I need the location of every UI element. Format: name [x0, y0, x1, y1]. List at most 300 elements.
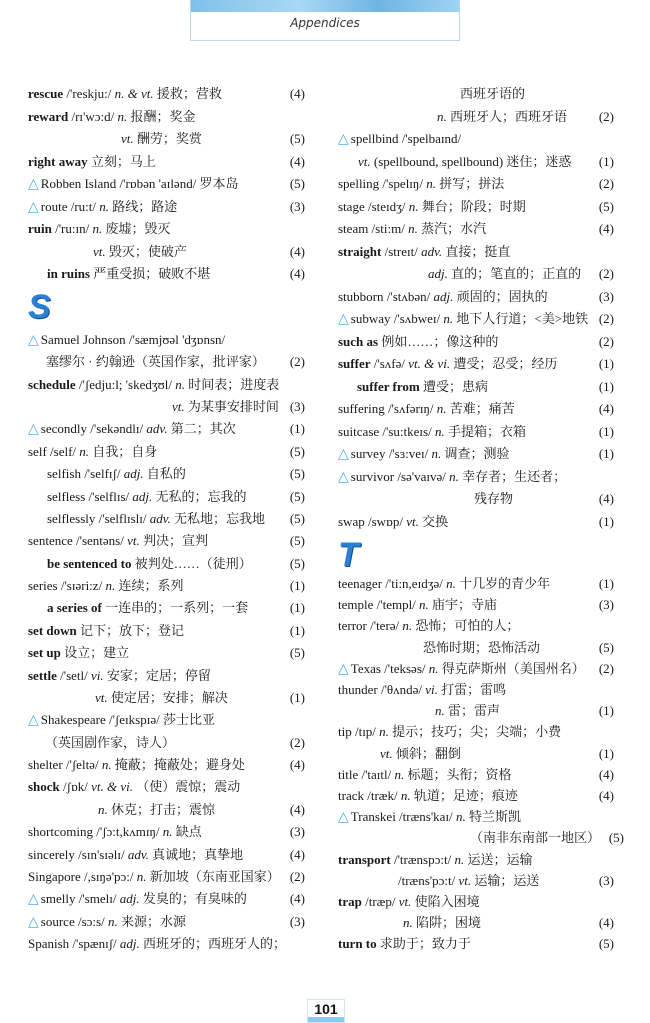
headword: ruin	[28, 221, 52, 236]
entry-text	[338, 353, 590, 375]
entry-text	[338, 637, 590, 659]
glossary-line	[338, 573, 614, 595]
entry-text	[338, 849, 590, 871]
unit-number	[281, 665, 305, 687]
entry-segment: （使）震惊；震动	[133, 779, 241, 795]
section-letter-s: S	[28, 288, 51, 326]
glossary-column-right	[338, 0, 625, 1000]
unit-number: (3)	[598, 872, 614, 888]
entry-segment: 立刻；马上	[87, 153, 156, 169]
triangle-marker-icon: △	[28, 914, 39, 930]
entry-segment: sincerely /sɪn'sɪəlɪ/	[28, 846, 128, 862]
glossary-line	[338, 658, 614, 680]
entry-segment: 无私地；忘我地	[170, 510, 266, 526]
glossary-line	[28, 463, 305, 485]
glossary-line	[28, 351, 305, 373]
entry-segment: Singapore /,sɪŋə'pɔ:/	[28, 868, 137, 884]
entry-text	[28, 508, 281, 530]
entry-text	[28, 642, 281, 664]
triangle-marker-icon: △	[28, 422, 39, 438]
entry-segment: 新加坡（东南亚国家）	[146, 868, 280, 884]
entry-segment: 援救；营救	[153, 86, 222, 101]
glossary-line	[338, 615, 614, 637]
unit-number: (1)	[598, 153, 614, 169]
glossary-line	[338, 511, 614, 533]
part-of-speech: n.	[435, 703, 445, 719]
entry-segment: 西班牙的；西班牙人的；	[139, 935, 287, 951]
entry-segment: 西班牙语的	[460, 86, 526, 101]
unit-number	[590, 128, 614, 150]
unit-number: (2)	[598, 333, 614, 349]
entry-text	[338, 376, 590, 398]
glossary-column-left	[28, 0, 305, 1000]
part-of-speech: adj.	[428, 266, 448, 281]
entry-text	[338, 594, 590, 616]
part-of-speech: adv.	[127, 846, 149, 862]
entry-text	[28, 799, 281, 821]
unit-number: (3)	[289, 824, 305, 840]
page-number: 101	[314, 1001, 338, 1017]
unit-number	[590, 241, 614, 263]
unit-number: (3)	[289, 913, 305, 929]
unit-number: (4)	[289, 153, 305, 169]
glossary-line	[28, 486, 305, 508]
unit-number: (2)	[289, 734, 305, 750]
headword: reward	[28, 108, 69, 124]
entry-text	[338, 679, 590, 701]
headword: settle	[28, 667, 57, 683]
unit-number	[281, 776, 305, 798]
entry-segment: 西班牙人；西班牙语	[446, 108, 568, 124]
unit-number	[590, 83, 614, 105]
entry-segment: （英国剧作家，诗人）	[45, 734, 176, 750]
unit-number	[281, 329, 305, 351]
unit-number: (1)	[598, 446, 614, 461]
unit-number: (5)	[289, 443, 305, 459]
entry-text	[338, 421, 590, 443]
unit-number: (2)	[289, 868, 305, 884]
entry-text	[28, 374, 281, 396]
entry-text	[338, 573, 590, 595]
part-of-speech: adv.	[421, 243, 443, 259]
entry-segment: 被判处……（徒刑）	[131, 555, 252, 571]
entry-segment: track /træk/	[338, 788, 401, 803]
entry-segment: 毁灭；使破产	[105, 243, 187, 259]
entry-segment: 报酬；奖金	[127, 108, 196, 124]
entry-text	[338, 83, 590, 105]
entry-segment: Shakespeare /'ʃeɪkspɪə/ 莎士比亚	[40, 712, 215, 728]
part-of-speech: n.	[105, 578, 116, 594]
glossary-line	[28, 665, 305, 687]
entry-segment: 自我；自身	[89, 443, 158, 459]
headword: suffer	[338, 356, 371, 371]
glossary-line	[338, 466, 614, 488]
part-of-speech: n.	[436, 401, 447, 416]
headword: such as	[338, 333, 379, 349]
unit-number: (4)	[289, 243, 305, 259]
entry-segment: 第二；其次	[167, 421, 236, 437]
entry-segment: stubborn /'stʌbən/	[338, 288, 434, 304]
entry-segment: tip /tɪp/	[338, 724, 380, 740]
glossary-line	[338, 637, 614, 659]
glossary-line	[338, 196, 614, 218]
part-of-speech: n.	[175, 376, 185, 392]
entry-text	[338, 196, 590, 218]
entry-segment: Robben Island /'rɒbən 'aɪlənd/ 罗本岛	[40, 176, 239, 191]
unit-number: (5)	[608, 830, 625, 846]
part-of-speech: n.	[446, 576, 456, 591]
entry-text	[28, 128, 281, 150]
part-of-speech: n.	[98, 801, 108, 817]
part-of-speech: n.	[426, 176, 436, 191]
entry-segment: Samuel Johnson /'sæmjʊəl 'dʒɒnsn/	[40, 332, 226, 347]
entry-segment: 恐怖时期；恐怖活动	[423, 639, 541, 655]
glossary-line	[338, 398, 614, 420]
entry-segment: 时间表；进度表	[184, 376, 280, 392]
unit-number	[286, 933, 310, 955]
triangle-marker-icon: △	[338, 810, 349, 826]
entry-segment: Texas /'teksəs/	[350, 660, 429, 676]
part-of-speech: adj.	[123, 466, 144, 482]
entry-segment: 废墟；毁灭	[102, 221, 171, 236]
entry-segment: Transkei /træns'kaɪ/	[350, 809, 456, 825]
entry-segment: 幸存者；生还者；	[458, 468, 567, 484]
unit-number	[590, 849, 614, 871]
entry-segment: teenager /'ti:n,eɪdʒə/	[338, 576, 447, 591]
glossary-line	[28, 933, 305, 955]
glossary-line	[28, 597, 305, 619]
entry-segment: steam /sti:m/	[338, 221, 409, 236]
glossary-line	[338, 376, 614, 398]
glossary-line	[338, 891, 614, 913]
entry-text	[338, 286, 590, 308]
entry-text	[28, 575, 281, 597]
entry-segment: 轨道；足迹；痕迹	[410, 788, 518, 803]
unit-number	[590, 806, 614, 828]
entry-segment: spellbind /'spelbaɪnd/	[350, 131, 462, 146]
entry-segment: /'sʌfə/	[370, 356, 409, 371]
unit-number	[281, 709, 305, 731]
part-of-speech: vi.	[91, 667, 104, 683]
unit-number: (4)	[598, 766, 614, 782]
entry-text	[338, 308, 590, 330]
entry-text	[28, 463, 281, 485]
entry-text	[28, 530, 281, 552]
headword: set down	[28, 622, 77, 638]
glossary-line	[338, 743, 614, 765]
headword: shock	[28, 779, 60, 795]
entry-segment: 直接；挺直	[442, 243, 511, 259]
unit-number: (1)	[598, 576, 614, 591]
unit-number: (5)	[289, 510, 305, 526]
entry-text	[338, 721, 590, 743]
part-of-speech: vt.	[93, 243, 106, 259]
entry-segment: 缺点	[172, 824, 202, 840]
unit-number: (1)	[598, 745, 614, 761]
glossary-line	[338, 128, 614, 150]
headword: right away	[28, 153, 88, 169]
entry-segment: 顽固的；固执的	[453, 288, 548, 304]
entry-segment: 地下人行道；<美>地铁	[453, 311, 589, 326]
entry-text	[338, 785, 590, 807]
entry-segment: 真诚地；真挚地	[148, 846, 244, 862]
entry-segment: stage /steɪdʒ/	[338, 198, 409, 214]
unit-number: (4)	[289, 801, 305, 817]
headword: transport	[338, 851, 391, 867]
entry-segment: 记下；放下；登记	[76, 622, 185, 638]
entry-segment: 提示；技巧；尖；尖端；小费	[388, 724, 562, 740]
unit-number: (1)	[289, 689, 305, 705]
entry-segment: 庙宇；寺庙	[428, 597, 498, 613]
glossary-line	[338, 83, 614, 105]
entry-text	[338, 398, 590, 420]
entry-segment: 打雷；雷鸣	[437, 682, 507, 697]
entry-segment: /rɪ'wɔ:d/	[68, 108, 118, 124]
entry-text	[28, 732, 281, 754]
unit-number	[590, 721, 614, 743]
glossary-line	[338, 286, 614, 308]
glossary-line	[28, 575, 305, 597]
glossary-line	[338, 785, 614, 807]
entry-segment: 塞缪尔 · 约翰逊（英国作家，批评家）	[46, 354, 265, 370]
entry-segment: 陷阱；困境	[412, 915, 482, 931]
entry-text	[338, 806, 590, 828]
part-of-speech: n.	[79, 443, 90, 459]
part-of-speech: n.	[162, 824, 173, 840]
triangle-marker-icon: △	[28, 892, 39, 908]
unit-number: (1)	[598, 423, 614, 439]
triangle-marker-icon: △	[338, 312, 349, 327]
entry-segment: 安家；定居；停留	[103, 667, 211, 683]
part-of-speech: n.	[449, 468, 459, 484]
part-of-speech: vt.	[172, 399, 185, 415]
entry-text	[338, 106, 590, 128]
part-of-speech: n.	[428, 660, 439, 676]
part-of-speech: n.	[400, 788, 411, 803]
unit-number: (5)	[598, 639, 614, 655]
entry-segment: /ʃɒk/	[59, 779, 92, 795]
unit-number: (4)	[289, 846, 305, 862]
entry-segment: 掩蔽；掩蔽处；避身处	[111, 757, 245, 773]
entry-text	[28, 620, 281, 642]
entry-segment: secondly /'sekəndlɪ/	[40, 421, 147, 437]
entry-segment: self /self/	[28, 443, 80, 459]
entry-text	[338, 511, 590, 533]
unit-number	[590, 615, 614, 637]
glossary-line	[28, 754, 305, 776]
entry-segment: 遭受；患病	[419, 378, 488, 394]
glossary-line	[28, 709, 305, 731]
entry-segment: sentence /'sentəns/	[28, 533, 128, 549]
entry-segment: 使定居；安排；解决	[107, 689, 228, 705]
entry-text	[28, 106, 281, 128]
entry-text	[28, 196, 281, 218]
unit-number: (4)	[598, 491, 614, 506]
headword: trap	[338, 894, 362, 909]
part-of-speech: n. & vt.	[114, 86, 154, 101]
unit-number: (1)	[289, 578, 305, 594]
glossary-line	[338, 764, 614, 786]
glossary-line	[338, 218, 614, 240]
part-of-speech: n.	[92, 221, 103, 236]
part-of-speech: n.	[408, 221, 418, 236]
part-of-speech: vt.	[127, 533, 140, 549]
entry-text	[338, 488, 590, 510]
glossary-line	[338, 721, 614, 743]
glossary-line	[28, 530, 305, 552]
unit-number: (5)	[289, 131, 305, 146]
glossary-line	[338, 912, 614, 934]
triangle-marker-icon: △	[28, 177, 39, 192]
entry-text	[28, 821, 281, 843]
glossary-line	[338, 827, 625, 849]
glossary-line	[338, 933, 614, 955]
glossary-line	[28, 218, 305, 240]
unit-number: (5)	[598, 198, 614, 214]
entry-segment: shelter /'ʃeltə/	[28, 757, 102, 773]
entry-text	[28, 665, 281, 687]
entry-text	[28, 83, 281, 105]
glossary-line	[338, 308, 614, 330]
entry-text	[28, 486, 281, 508]
glossary-line	[28, 799, 305, 821]
entry-text	[28, 151, 281, 173]
unit-number: (4)	[289, 266, 305, 281]
glossary-line	[338, 241, 614, 263]
entry-text	[338, 658, 590, 680]
entry-segment: survivor /sə'vaɪvə/	[350, 468, 450, 484]
unit-number: (2)	[598, 176, 614, 191]
unit-number: (1)	[598, 356, 614, 371]
unit-number: (3)	[289, 399, 305, 415]
entry-segment: survey /'sɜ:veɪ/	[350, 446, 432, 461]
part-of-speech: vt.	[398, 894, 412, 909]
entry-segment: 十几岁的青少年	[455, 576, 551, 591]
glossary-line	[28, 888, 305, 910]
part-of-speech: vt. & vi.	[408, 356, 451, 371]
part-of-speech: n.	[408, 198, 419, 214]
part-of-speech: vt.	[121, 131, 134, 146]
part-of-speech: n.	[419, 597, 429, 613]
glossary-line	[338, 849, 614, 871]
unit-number: (3)	[598, 288, 614, 304]
entry-segment: selflessly /'selflɪslɪ/	[47, 510, 150, 526]
glossary-line	[28, 441, 305, 463]
entry-text	[28, 263, 281, 285]
entry-text	[338, 331, 590, 353]
entry-segment: /træns'pɔ:t/	[398, 872, 459, 888]
entry-segment: 为某事安排时间	[184, 399, 279, 415]
entry-text	[338, 466, 590, 488]
part-of-speech: n.	[455, 809, 466, 825]
glossary-line	[338, 806, 614, 828]
unit-number: (4)	[598, 788, 614, 803]
part-of-speech: n.	[379, 724, 389, 740]
entry-text	[338, 827, 600, 849]
glossary-line	[28, 263, 305, 285]
glossary-line	[28, 329, 305, 351]
entry-text	[28, 888, 281, 910]
entry-text	[28, 218, 281, 240]
entry-text	[338, 218, 590, 240]
glossary-line	[28, 844, 305, 866]
part-of-speech: n.	[402, 618, 413, 634]
entry-segment: Spanish /'spænɪʃ/	[28, 935, 120, 951]
part-of-speech: n.	[437, 108, 447, 124]
entry-text	[338, 615, 590, 637]
part-of-speech: n.	[117, 108, 128, 124]
entry-text	[28, 241, 281, 263]
entry-segment: 苦难；痛苦	[446, 401, 515, 416]
entry-segment: 标题；头衔；资格	[404, 766, 512, 782]
part-of-speech: n.	[454, 851, 465, 867]
headword: turn to	[338, 936, 377, 952]
unit-number: (5)	[289, 466, 305, 482]
entry-text	[28, 911, 281, 933]
unit-number: (5)	[289, 645, 305, 661]
triangle-marker-icon: △	[338, 132, 349, 147]
part-of-speech: n.	[403, 915, 413, 931]
entry-segment: 调查；测验	[441, 446, 510, 461]
unit-number: (1)	[598, 378, 614, 394]
part-of-speech: adj.	[119, 935, 140, 951]
entry-segment: shortcoming /'ʃɔ:t,kʌmɪŋ/	[28, 824, 163, 840]
entry-segment: terror /'terə/	[338, 618, 403, 634]
part-of-speech: n.	[99, 198, 110, 214]
glossary-line	[28, 196, 305, 218]
glossary-line	[338, 679, 614, 701]
entry-segment: spelling /'spelɪŋ/	[338, 176, 427, 191]
entry-segment: 发臭的；有臭味的	[139, 891, 247, 907]
entry-segment: /'ru:ɪn/	[51, 221, 93, 236]
unit-number: (3)	[289, 198, 305, 214]
part-of-speech: n.	[434, 423, 445, 439]
entry-text	[28, 754, 281, 776]
entry-text	[28, 709, 281, 731]
glossary-line	[338, 106, 614, 128]
unit-number: (4)	[598, 915, 614, 931]
entry-text	[338, 764, 590, 786]
entry-segment: 运输；运送	[471, 872, 540, 888]
headword: rescue	[28, 86, 64, 101]
glossary-line	[28, 866, 305, 888]
unit-number: (1)	[598, 703, 614, 719]
glossary-line	[28, 732, 305, 754]
glossary-line	[338, 488, 614, 510]
unit-number	[281, 106, 305, 128]
entry-segment: /streɪt/	[381, 243, 422, 259]
entry-segment: 运送；运输	[464, 851, 533, 867]
unit-number	[590, 466, 614, 488]
unit-number: (2)	[598, 108, 614, 124]
unit-number: (2)	[598, 660, 614, 676]
entry-segment: suitcase /'su:tkeɪs/	[338, 423, 435, 439]
glossary-line	[338, 443, 614, 465]
unit-number	[590, 891, 614, 913]
entry-segment: source /sɔ:s/	[40, 913, 108, 929]
entry-text	[338, 241, 590, 263]
unit-number: (1)	[289, 421, 305, 437]
entry-segment: 无私的；忘我的	[152, 488, 247, 504]
glossary-line	[28, 642, 305, 664]
entry-text	[28, 418, 281, 440]
part-of-speech: vt.	[380, 745, 393, 761]
entry-segment: thunder /'θʌndə/	[338, 682, 426, 697]
entry-text	[338, 263, 590, 285]
entry-segment: series /'sɪəri:z/	[28, 578, 106, 594]
entry-segment: 蒸汽；水汽	[417, 221, 487, 236]
unit-number: (1)	[598, 513, 614, 529]
